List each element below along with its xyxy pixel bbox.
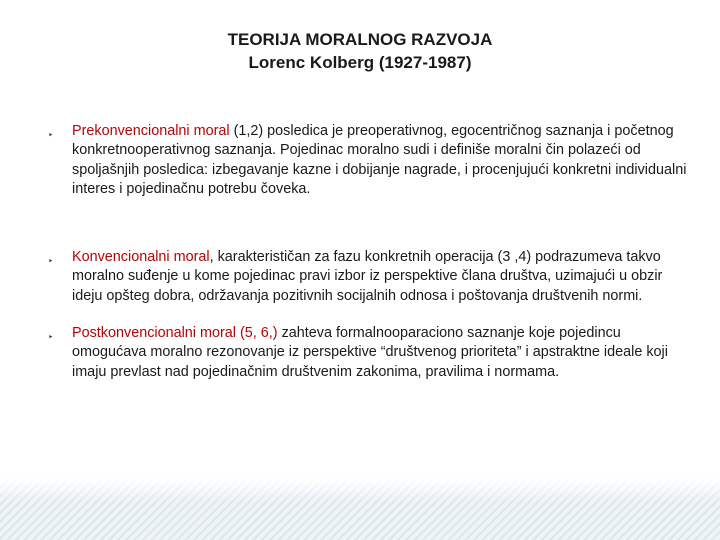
bullet-list bbox=[48, 122, 688, 382]
bullet-text: (1,2) posledica je preoperativnog, egocentričnog saznanja i početnog konkretnooperativnog saznanja. Pojedinac moralno sudi i definiše moralni čin polazeći od spoljašnjih posledica: izbegavanje kazne i dobijanje nagrade, i procenjujući konkretni individualni interes i pojedinačnu potrebu čoveka. bbox=[72, 123, 687, 197]
bullet-item-postkonvencionalni bbox=[48, 324, 688, 382]
title-line-1: TEORIJA MORALNOG RAZVOJA bbox=[227, 30, 493, 49]
bullet-marker-icon: ‣ bbox=[48, 256, 54, 267]
footer-decoration bbox=[0, 478, 720, 540]
title-line-2: Lorenc Kolberg (1927-1987) bbox=[248, 53, 472, 72]
bullet-text: zahteva formalnooparaciono saznanje koje pojedincu omogućava moralno rezonovanje iz perspektive “društvenog prioriteta” i apstraktne ideale koji imaju prevlast nad pojedinačnim društvenim zakonima, pravilima i normama. bbox=[72, 325, 668, 380]
page-title bbox=[0, 28, 720, 74]
bullet-label: Prekonvencionalni moral bbox=[72, 123, 230, 139]
bullet-item-prekonvencionalni bbox=[48, 122, 688, 199]
bullet-label: Konvencionalni moral bbox=[72, 249, 210, 266]
bullet-label: Postkonvencionalni moral (5, 6,) bbox=[72, 325, 278, 342]
bullet-item-konvencionalni bbox=[48, 248, 688, 306]
bullet-text: , karakterističan za fazu konkretnih operacija (3 ,4) podrazumeva takvo moralno suđenje u kome pojedinac pravi izbor iz perspektive člana društva, uzimajući u obzir ideju opšteg dobra, održavanja pozitivnih socijalnih odnosa i poštovanja društvenih normi. bbox=[72, 249, 663, 304]
bullet-marker-icon: ‣ bbox=[48, 332, 54, 343]
bullet-marker-icon: ‣ bbox=[48, 130, 54, 140]
